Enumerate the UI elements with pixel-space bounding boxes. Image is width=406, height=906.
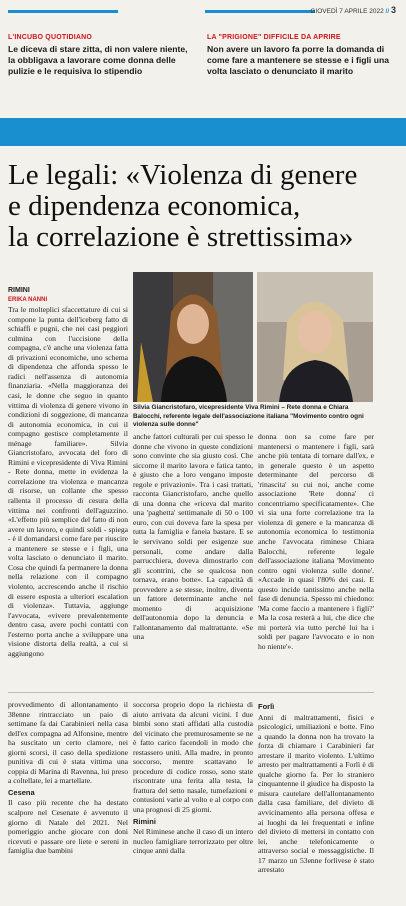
photo-caption: Silvia Giancristofaro, vicepresidente Viva Rimini – Rete donna e Chiara Balocchi, referente legale dell'associazione italiana "Movimento contro ogni violenza sulle donne" <box>133 404 364 428</box>
portrait-image <box>257 272 373 402</box>
photo-balocchi <box>257 272 373 402</box>
section-band <box>0 118 406 146</box>
byline-place: RIMINI <box>8 287 30 294</box>
headline-line: la correlazione è strettissima» <box>8 221 354 253</box>
byline <box>8 286 128 305</box>
body-text: anche fattori culturali per cui spesso le donne che vivono in queste condizioni sono convinte che sia giusto così. Che siccome il marito lavora e fatica tanto, è giusto che a loro vengano imposte regole e privazioni». Tra i casi trattati, racconta Giancristofaro, anche quello di una donna che «riceva dal marito una 'paghetta' settimanale di 50 o 100 euro, con cui doveva fare la spesa per tutta la famiglia e faneia bastare. E se le servivano soldi per esigenze sue personali, come andare dalla parrucchiera, doveva dimostrarlo con gli scontrini, che se qualcosa non tornava, erano botte». La capacità di provvedere a se stesse, inoltre, diventa un fattore determinante anche nel momento di acquisizione dell'autonomia dopo la denuncia e l'allontanamento dal maltrattante. «Se una <box>133 432 253 642</box>
body-text: soccorsa proprio dopo la richiesta di aiuto arrivata da alcuni vicini. I due bimbi sono stati affidati alla custodia del vicinato che premurosamente se ne è fatto carico facendoli in modo che restassero uniti. Alla madre, in pronto soccorso, mentre scattavano le procedure di codice rosso, sono state riscontrate una ferita alla testa, la frattura del setto nasale, tumefazioni e contusioni varie al volto e al corpo con una prognosi di 25 giorni. <box>133 700 253 815</box>
teaser-left <box>8 34 193 77</box>
article-column-1 <box>8 286 128 674</box>
teaser-kicker: LA "PRIGIONE" DIFFICILE DA APRIRE <box>207 34 341 41</box>
headline-line: Le legali: «Violenza di genere <box>8 159 358 191</box>
body-text: donna non sa come fare per mantenersi o mantenere i figli, sarà anche più tentata di tornare dall'ex, e in generale questo è un aspetto determinante del percorso di 'rinascita' su cui noi, anche come associazione 'Rete donna' ci concentriamo specificatamente». Che vi sia una forte correlazione tra la violenza di genere e la mancanza di autonomia economica lo testimonia anche l'avvocata riminese Chiara Balocchi, referente legale dell'associazione italiana 'Movimento contro ogni violenza sulle donne'. «Accade in quasi l'80% dei casi. E questo incide tantissimo anche nella fase di denuncia. Spesso mi chiedono: 'Ma come faccio a mantenere i figli?' Ma la cosa resterà a lui, che dice che mi porterà via tutto perché lui ha i soldi per pagare l'avvocato e io non ho niente'». <box>258 432 374 652</box>
page-date: GIOVEDÌ 7 APRILE 2022 <box>310 8 384 15</box>
body-text: Nel Riminese anche il caso di un intero nucleo famigliare terrorizzato per oltre cinque anni dalla <box>133 827 253 856</box>
subhead-cesena: Cesena <box>8 787 35 797</box>
lower-column-3 <box>258 700 374 906</box>
article-column-3 <box>258 432 374 674</box>
subhead-forli: Forlì <box>258 702 275 711</box>
headline-line: e dipendenza economica, <box>8 190 301 222</box>
top-rule-right <box>205 10 315 13</box>
lower-column-1 <box>8 700 128 906</box>
section-divider <box>8 692 374 693</box>
teaser-kicker: L'INCUBO QUOTIDIANO <box>8 34 93 41</box>
body-text: Anni di maltrattamenti, fisici e psicologici, umiliazioni e botte. Fino a quando la donna non ha trovato la forza di chiamare i Carabinieri far arrestare il marito violento. L'ultimo arresto per maltrattamenti a Forlì è di qualche giorno fa. Per lo straniero cinquantenne il giudice ha disposto la misura cautelare dell'allontanamento dalla casa familiare, del divieto di avvicinamento alla persona offesa e ai luoghi da lei frequentati e infine del divieto di mettersi in contatto con lei, anche telefonicamente o attraverso social e messaggistiche. Il 17 marzo un 53enne forlivese è stato arrestato <box>258 712 374 875</box>
body-text: Tra le molteplici sfaccettature di cui si compone la punta dell'iceberg fatto di schiaffi e pugni, che nei casi peggiori culmina con l'uccisione della compagna, c'è anche una violenza fatta di privazioni economiche, uno schema di dipendenza che affonda spesso le radici nell'assenza di autonomia finanziaria. «Nella maggioranza dei casi, le donne che seguo in quanto vittima di violenza di genere vivono in condizioni di soggezione, di mancanza di autonomia economica, in cui il compagno gestisce completamente il ménage familiare». Silvia Giancristofaro, avvocata del foro di Rimini e vicepresidente di Viva Rimini - Rete donna, mette in evidenza la correlazione tra violenza e mancanza di risorse, un collante che spesso rallenta il processo di cesura della vittima nei confronti dell'aguzzino. «L'effetto più semplice del fatto di non avere un lavoro, e quindi soldi - spiega - è il domandarsi come fare per riuscire a mantenere se stesse e i figli, una volta lasciato o denunciato il marito. Cosa che quindi fa permanere la donna nella relazione con il compagno violento, accrescendo anche il rischio di essere esposta a ulteriori escalation di violenza». Tuttavia, aggiunge l'avvocata, «vivere prevalentemente dentro casa, avere pochi contatti con l'esterno porta anche a sviluppare una visione distorta della realtà, a cui si aggiungono <box>8 305 128 658</box>
body-text: provvedimento di allontanamento il 38enne rintracciato un paio di settimane fa dai Carabinieri nella casa dell'ex compagna ad Alfonsine, mentre ha suscitato un certo clamore, nei giorni scorsi, il caso della spedizione punitiva di cui è stata vittima una coppia di Marina di Ravenna, lui preso a coltellate, lei a martellate. <box>8 700 128 786</box>
page-number: 3 <box>390 5 396 15</box>
teaser-right <box>207 34 392 77</box>
lower-column-2 <box>133 700 253 906</box>
article-column-2 <box>133 432 253 674</box>
teaser-text: Non avere un lavoro fa porre la domanda di come fare a mantenere se stesse e i figli una volta lasciato o denunciato il marito <box>207 44 389 76</box>
top-rule-left <box>8 10 118 13</box>
photo-giancristofaro <box>133 272 253 402</box>
portrait-image <box>133 272 253 402</box>
subhead-rimini: Rimini <box>133 816 156 826</box>
page-separator: // <box>385 8 390 15</box>
teaser-text: Le diceva di stare zitta, di non valere niente, la obbligava a lavorare come donna delle pulizie e le requisiva lo stipendio <box>8 44 188 76</box>
byline-author: ERIKA NANNI <box>8 296 48 303</box>
body-text: Il caso più recente che ha destato scalpore nel Cesenate è avvenuto il giorno di Natale del 2021. Nel pomeriggio anche giocare con doni ricevuti e passare ore liete e sereni in famiglia due bambini <box>8 798 128 856</box>
article-headline <box>8 160 403 253</box>
page-header <box>310 5 396 15</box>
